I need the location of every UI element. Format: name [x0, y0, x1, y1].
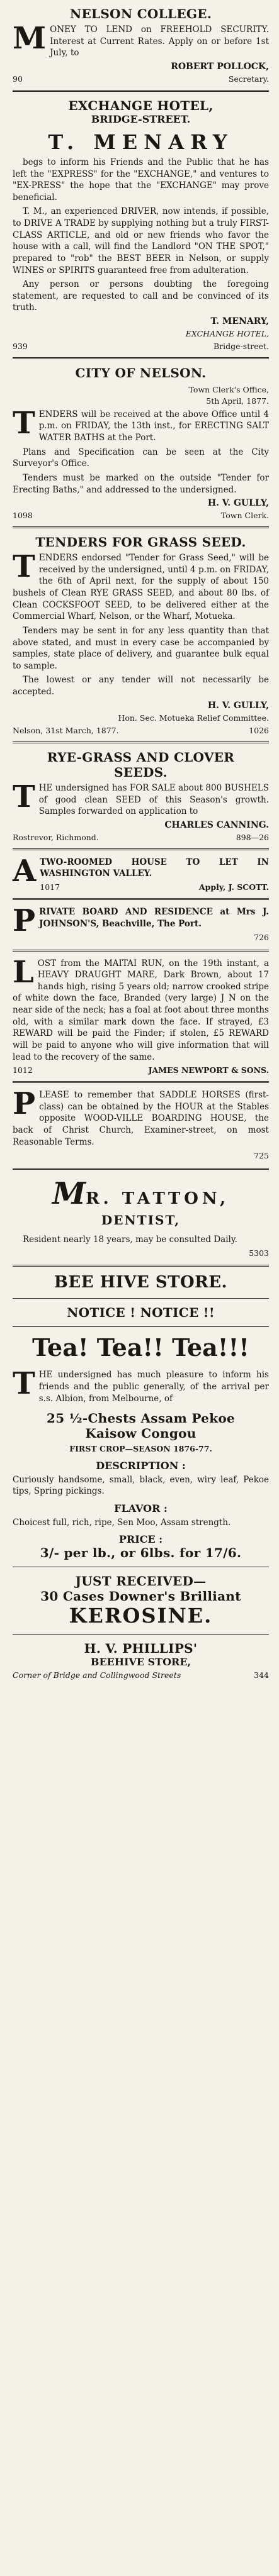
- ad-body: OST from the MAITAI RUN, on the 19th instant, a HEAVY DRAUGHT MARE, Dark Brown, about 17 hands high, rising 5 years old; narrow crooked stripe of white down the face, Branded (very large) J N on the near side of the neck; has a foal at foot about three months old, with a similar mark down the face. If strayed, £3 REWARD will be paid the Finder; if stolen, £5 REWARD will be paid to anyone who will give information that will lead to the recovery of the same.: [13, 958, 269, 1062]
- ad-code: 726: [254, 933, 269, 943]
- private-board-ad: [13, 903, 269, 943]
- tea-line: 25 ½-Chests Assam Pekoe: [46, 1411, 236, 1426]
- ad-code: 344: [254, 1670, 269, 1680]
- tea-season: FIRST CROP—SEASON 1876-77.: [69, 1444, 212, 1454]
- ad-title: EXCHANGE HOTEL,: [68, 97, 214, 113]
- ad-code: 1026: [249, 725, 269, 735]
- ad-code: 1012: [13, 1065, 33, 1075]
- ad-code: 1098: [13, 511, 33, 521]
- ad-signer: H. V. GULLY,: [207, 498, 269, 509]
- ad-footer: [13, 1670, 269, 1680]
- divider: [13, 1298, 269, 1299]
- city-of-nelson-ad: [13, 365, 269, 520]
- tea-line: Kaisow Congou: [85, 1426, 196, 1441]
- ad-apply: Apply, J. SCOTT.: [198, 882, 269, 892]
- ad-body: LEASE to remember that SADDLE HORSES (first-class) can be obtained by the HOUR at the Stables opposite WOOD-VILLE BOARDING HOUSE, the back of Christ Church, Examiner-street, on most Reasonable Terms.: [13, 1090, 269, 1147]
- ad-body: T. M., an experienced DRIVER, now intends, if possible, to DRIVE A TRADE by supplying nothing but a truly FIRST-CLASS ARTICLE, and old or new friends who favor the house with a call, will find the Landlord "ON THE SPOT," prepared to "rob" the BEST BEER in Nelson, or supply WINES or SPIRITS guaranteed free from adulteration.: [13, 206, 269, 275]
- ad-footer: [13, 511, 269, 520]
- ad-date-line: Town Clerk's Office,: [188, 385, 269, 395]
- ad-body: Any person or persons doubting the foregoing statement, are requested to call and be convinced of its truth.: [13, 279, 269, 313]
- section-body: Curiously handsome, small, black, even, wiry leaf, Pekoe tips, Spring pickings.: [13, 1474, 269, 1497]
- ad-date: Nelson, 31st March, 1877.: [13, 725, 119, 735]
- kerosine-banner: KEROSINE.: [69, 1604, 213, 1628]
- ad-body: The lowest or any tender will not necessarily be accepted.: [13, 675, 269, 697]
- rye-grass-ad: [13, 750, 269, 842]
- divider: [13, 90, 269, 92]
- divider: [13, 1168, 269, 1170]
- drop-cap: L: [13, 954, 34, 990]
- ad-role: Secretary.: [228, 74, 269, 84]
- house-to-let-ad: [13, 853, 269, 892]
- section-label: DESCRIPTION :: [96, 1459, 186, 1472]
- notice-line: NOTICE ! NOTICE !!: [67, 1305, 215, 1321]
- ad-subtitle: DENTIST,: [101, 1212, 181, 1228]
- ad-body: begs to inform his Friends and the Public that he has left the "EXPRESS" for the "EXCHANGE," and ventures to "EX-PRESS" the hope that the "EXCHANGE" may prove beneficial.: [13, 157, 269, 203]
- ad-body: ONEY TO LEND on FREEHOLD SECURITY. Interest at Current Rates. Apply on or before 1st July, to: [50, 25, 269, 58]
- divider: [13, 1081, 269, 1083]
- ad-signer: H. V. GULLY,: [207, 700, 269, 711]
- ad-body: Tenders may be sent in for any less quantity than that above stated, and must in every case be accompanied by samples, state place of delivery, and guarantee bulk equal to sample.: [13, 625, 269, 671]
- ad-location: Bridge-street.: [214, 341, 269, 352]
- divider: [13, 1326, 269, 1327]
- ad-footer: [13, 1065, 269, 1075]
- price-line: 3/- per lb., or 6lbs. for 17/6.: [40, 1545, 242, 1561]
- ad-role: Hon. Sec. Motueka Relief Committee.: [118, 713, 269, 723]
- section-label: FLAVOR :: [114, 1502, 168, 1514]
- ad-signer: T. MENARY,: [210, 316, 269, 326]
- drop-cap: T: [13, 405, 35, 441]
- ad-body: Plans and Specification can be seen at the City Surveyor's Office.: [13, 447, 269, 469]
- ad-body: TWO-ROOMED HOUSE TO LET IN WASHINGTON VALLEY.: [40, 857, 269, 879]
- ad-signer: ROBERT POLLOCK,: [171, 61, 269, 72]
- bee-hive-store-ad: [13, 1273, 269, 1680]
- ad-title: BEE HIVE STORE.: [54, 1273, 228, 1292]
- ad-title: CITY OF NELSON.: [75, 365, 207, 381]
- section-body: Choicest full, rich, ripe, Sen Moo, Assam strength.: [13, 1517, 231, 1528]
- ad-code: 5303: [249, 1248, 269, 1258]
- divider: [13, 741, 269, 743]
- ad-role: Town Clerk.: [220, 511, 269, 521]
- drop-cap: P: [13, 1086, 36, 1122]
- ad-body: Resident nearly 18 years, may be consulted Daily.: [23, 1234, 237, 1245]
- ad-sub-signer: EXCHANGE HOTEL,: [185, 329, 269, 338]
- ad-code: 90: [13, 74, 23, 84]
- ad-code: 1017: [40, 882, 60, 892]
- ad-title: [13, 1176, 269, 1211]
- drop-cap: P: [13, 903, 36, 938]
- ad-subtitle: SEEDS.: [114, 764, 168, 780]
- ad-title: TENDERS FOR GRASS SEED.: [35, 535, 246, 550]
- dentist-ad: [13, 1176, 269, 1259]
- store-name: BEEHIVE STORE,: [90, 1656, 191, 1668]
- title-cap: M: [52, 1175, 86, 1211]
- kerosine-line: 30 Cases Downer's Brilliant: [40, 1589, 241, 1604]
- ad-banner: T. MENARY: [48, 130, 234, 154]
- drop-cap: A: [13, 853, 37, 889]
- drop-cap: T: [13, 549, 35, 585]
- divider: [13, 848, 269, 850]
- divider: [13, 526, 269, 528]
- title-rest: R. TATTON,: [86, 1189, 230, 1208]
- ad-title: NELSON COLLEGE.: [69, 6, 212, 21]
- ad-title: RYE-GRASS AND CLOVER: [47, 749, 235, 765]
- divider: [13, 357, 269, 359]
- exchange-hotel-ad: [13, 98, 269, 351]
- ad-place: Rostrevor, Richmond.: [13, 832, 99, 842]
- divider: [13, 950, 269, 952]
- ad-body: HE undersigned has much pleasure to inform his friends and the public generally, of the arrival per s.s. Albion, from Melbourne, of: [38, 1370, 269, 1404]
- grass-seed-ad: [13, 535, 269, 735]
- ad-footer: [13, 341, 269, 351]
- divider: [13, 1634, 269, 1635]
- ad-body: ENDERS will be received at the above Office until 4 p.m. on FRIDAY, the 13th inst., for ERECTING SALT WATER BATHS at the Port.: [38, 409, 269, 443]
- divider: [13, 898, 269, 900]
- ad-body: ENDERS endorsed "Tender for Grass Seed," will be received by the undersigned, until 4 p.m. on FRIDAY, the 6th of April next, for the supply of about 150 bushels of Clean RYE GRASS SEED, and about 80 lbs. of Clean COCKSFOOT SEED, to be delivered either at the Commercial Wharf, Nelson, or the Wharf, Motueka.: [13, 553, 269, 622]
- nelson-college-ad: [13, 6, 269, 84]
- ad-address: Corner of Bridge and Collingwood Streets: [13, 1670, 181, 1680]
- drop-cap: T: [13, 779, 35, 814]
- ad-subtitle: BRIDGE-STREET.: [91, 113, 191, 125]
- ad-footer: [13, 726, 269, 735]
- ad-body: HE undersigned has FOR SALE about 800 BUSHELS of good clean SEED of this Season's growth. Samples forwarded on application to: [38, 782, 269, 817]
- section-label: PRICE :: [118, 1533, 163, 1546]
- tea-banner: Tea! Tea!! Tea!!!: [32, 1333, 249, 1362]
- divider: [13, 1265, 269, 1267]
- ad-body: Tenders must be marked on the outside "Tender for Erecting Baths," and addressed to the undersigned.: [13, 472, 269, 495]
- just-received: JUST RECEIVED—: [75, 1574, 207, 1589]
- ad-code: 898—26: [236, 832, 269, 842]
- ad-date-line: 5th April, 1877.: [206, 396, 269, 406]
- ad-code: 939: [13, 341, 28, 352]
- drop-cap: T: [13, 1366, 35, 1402]
- ad-footer: [13, 833, 269, 842]
- ad-body: RIVATE BOARD AND RESIDENCE at Mrs J. JOHNSON'S, Beachville, The Port.: [39, 907, 269, 929]
- ad-footer: [40, 882, 269, 892]
- ad-signer: JAMES NEWPORT & SONS.: [148, 1065, 269, 1075]
- saddle-horses-ad: [13, 1086, 269, 1161]
- ad-code: 725: [254, 1151, 269, 1161]
- ad-signer: CHARLES CANNING.: [164, 819, 269, 830]
- drop-cap: M: [13, 21, 47, 56]
- lost-mare-ad: [13, 954, 269, 1075]
- ad-footer: [13, 74, 269, 84]
- ad-signer: H. V. PHILLIPS': [84, 1641, 198, 1657]
